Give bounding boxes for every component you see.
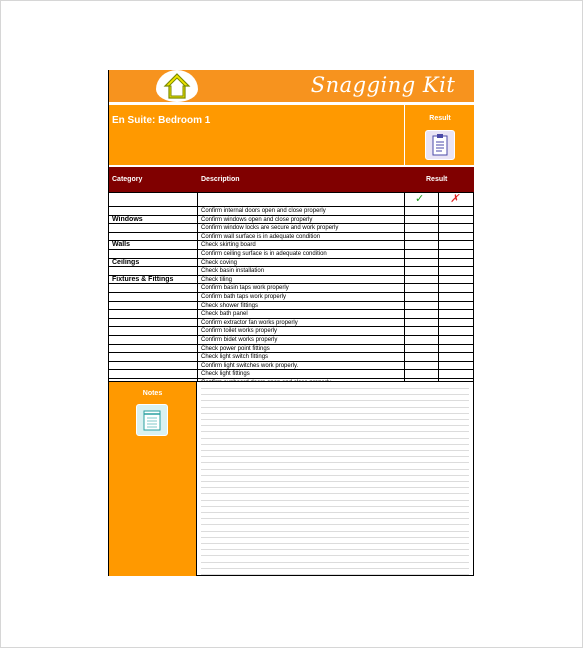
pass-checkbox-cell[interactable] <box>405 319 439 327</box>
row-description: Check skirting board <box>201 242 256 249</box>
row-description: Check light fittings <box>201 371 250 378</box>
house-icon <box>163 72 191 100</box>
pass-checkbox-cell[interactable] <box>405 345 439 353</box>
note-line <box>201 388 469 389</box>
check-icon: ✓ <box>415 193 425 205</box>
note-line <box>201 487 469 488</box>
fail-checkbox-cell[interactable] <box>439 370 473 378</box>
pass-checkbox-cell[interactable] <box>405 216 439 224</box>
note-line <box>201 456 469 457</box>
note-line <box>201 431 469 432</box>
fail-checkbox-cell[interactable] <box>439 250 473 258</box>
page-title: Snagging Kit <box>310 73 456 97</box>
table-row <box>109 302 473 311</box>
note-line <box>201 574 469 575</box>
row-category: Walls <box>112 241 131 249</box>
note-line <box>201 543 469 544</box>
pass-checkbox-cell[interactable] <box>405 276 439 284</box>
fail-checkbox-cell[interactable] <box>439 319 473 327</box>
pass-checkbox-cell[interactable] <box>405 362 439 370</box>
note-line <box>201 568 469 569</box>
row-description: Confirm extractor fan works properly <box>201 319 298 326</box>
note-line <box>201 419 469 420</box>
table-row <box>109 284 473 293</box>
logo-badge <box>156 70 198 102</box>
table-row <box>109 319 473 328</box>
fail-checkbox-cell[interactable] <box>439 284 473 292</box>
table-row <box>109 353 473 362</box>
fail-checkbox-cell[interactable] <box>439 233 473 241</box>
row-description: Confirm internal doors open and close properly <box>201 208 326 214</box>
row-description: Confirm bidet works properly <box>201 337 278 343</box>
note-line <box>201 549 469 550</box>
row-description: Confirm ceiling surface is in adequate condition <box>201 251 327 257</box>
pass-checkbox-cell[interactable] <box>405 327 439 335</box>
snagging-sheet <box>108 70 474 576</box>
note-line <box>201 481 469 482</box>
row-description: Check basin installation <box>201 268 265 275</box>
note-line <box>201 400 469 401</box>
note-line <box>201 493 469 494</box>
fail-checkbox-cell[interactable] <box>439 224 473 232</box>
pass-checkbox-cell[interactable] <box>405 353 439 361</box>
result-marks-row <box>109 193 473 207</box>
result-header-cell <box>404 105 474 167</box>
table-row <box>109 233 473 242</box>
note-line <box>201 469 469 470</box>
pass-checkbox-cell[interactable] <box>405 241 439 249</box>
row-description: Check light switch fittings <box>201 354 269 361</box>
pass-checkbox-cell[interactable] <box>405 284 439 292</box>
column-category: Category <box>112 176 143 183</box>
row-description: Confirm basin taps work properly <box>201 285 289 292</box>
pass-column-cell <box>405 193 439 206</box>
table-row <box>109 345 473 354</box>
fail-checkbox-cell[interactable] <box>439 353 473 361</box>
column-result: Result <box>426 176 448 183</box>
pass-checkbox-cell[interactable] <box>405 259 439 267</box>
table-row <box>109 267 473 276</box>
table-row <box>109 216 473 225</box>
row-description: Confirm window locks are secure and work properly <box>201 225 339 232</box>
note-line <box>201 555 469 556</box>
fail-checkbox-cell[interactable] <box>439 345 473 353</box>
notes-label: Notes <box>142 390 163 397</box>
row-category: Windows <box>112 215 143 223</box>
fail-checkbox-cell[interactable] <box>439 207 473 215</box>
row-description: Check power point fittings <box>201 345 270 352</box>
note-line <box>201 518 469 519</box>
fail-checkbox-cell[interactable] <box>439 259 473 267</box>
fail-checkbox-cell[interactable] <box>439 302 473 310</box>
pass-checkbox-cell[interactable] <box>405 302 439 310</box>
notes-sidebar <box>108 382 197 576</box>
table-row <box>109 327 473 336</box>
note-line <box>201 407 469 408</box>
notes-area[interactable] <box>197 382 474 576</box>
pass-checkbox-cell[interactable] <box>405 207 439 215</box>
table-row <box>109 276 473 285</box>
row-description: Check bath panel <box>201 311 248 318</box>
table-row <box>109 293 473 302</box>
note-line <box>201 394 469 395</box>
fail-checkbox-cell[interactable] <box>439 336 473 344</box>
row-description: Confirm wall surface is in adequate condition <box>201 233 321 240</box>
table-row <box>109 207 473 216</box>
row-category: Fixtures & Fittings <box>112 275 174 283</box>
note-line <box>201 425 469 426</box>
fail-checkbox-cell[interactable] <box>439 276 473 284</box>
note-line <box>201 512 469 513</box>
fail-checkbox-cell[interactable] <box>439 216 473 224</box>
note-line <box>201 475 469 476</box>
table-row <box>109 250 473 259</box>
header-banner <box>108 70 474 102</box>
column-header <box>108 167 474 192</box>
fail-column-cell <box>439 193 473 206</box>
note-line <box>201 562 469 563</box>
row-description: Check coving <box>201 259 238 266</box>
fail-checkbox-cell[interactable] <box>439 362 473 370</box>
row-description: Check shower fittings <box>201 302 259 309</box>
row-category: Ceilings <box>112 258 140 266</box>
row-description: Check tiling <box>201 276 233 283</box>
pass-checkbox-cell[interactable] <box>405 293 439 301</box>
note-line <box>201 438 469 439</box>
note-line <box>201 506 469 507</box>
pass-checkbox-cell[interactable] <box>405 267 439 275</box>
table-row <box>109 224 473 233</box>
clipboard-icon <box>425 130 455 160</box>
note-line <box>201 450 469 451</box>
table-row <box>109 259 473 268</box>
pass-checkbox-cell[interactable] <box>405 250 439 258</box>
fail-checkbox-cell[interactable] <box>439 327 473 335</box>
note-line <box>201 524 469 525</box>
pass-checkbox-cell[interactable] <box>405 224 439 232</box>
pass-checkbox-cell[interactable] <box>405 233 439 241</box>
cross-icon: ✗ <box>450 193 460 205</box>
pass-checkbox-cell[interactable] <box>405 310 439 318</box>
table-row <box>109 370 473 379</box>
notepad-icon <box>136 404 168 436</box>
fail-checkbox-cell[interactable] <box>439 267 473 275</box>
column-description: Description <box>201 176 240 183</box>
pass-checkbox-cell[interactable] <box>405 370 439 378</box>
table-row <box>109 336 473 345</box>
fail-checkbox-cell[interactable] <box>439 293 473 301</box>
table-row <box>109 310 473 319</box>
row-description: Confirm bath taps work properly <box>201 294 287 300</box>
fail-checkbox-cell[interactable] <box>439 310 473 318</box>
note-line <box>201 500 469 501</box>
row-description: Confirm toilet works properly <box>201 328 278 335</box>
room-title: En Suite: Bedroom 1 <box>112 115 211 126</box>
checklist-table <box>108 192 474 382</box>
table-row <box>109 362 473 371</box>
note-line <box>201 537 469 538</box>
note-line <box>201 413 469 414</box>
result-label: Result <box>429 115 451 122</box>
pass-checkbox-cell[interactable] <box>405 336 439 344</box>
row-description: Confirm windows open and close properly <box>201 216 313 223</box>
fail-checkbox-cell[interactable] <box>439 241 473 249</box>
note-line <box>201 531 469 532</box>
table-row <box>109 241 473 250</box>
note-line <box>201 462 469 463</box>
note-line <box>201 444 469 445</box>
row-description: Confirm light switches work properly. <box>201 362 299 369</box>
room-title-block <box>108 103 474 165</box>
